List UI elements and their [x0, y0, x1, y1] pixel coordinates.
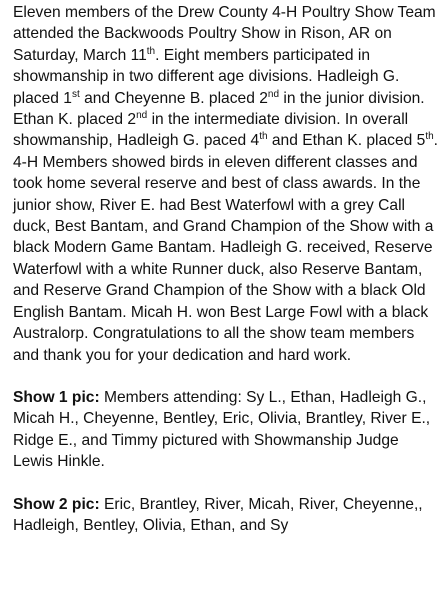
paragraph-spacer	[13, 473, 439, 494]
intro-text-e: in the intermediate division. In overall showmanship, Hadleigh G. paced 4	[13, 111, 409, 150]
show1-caption	[13, 387, 439, 473]
show1-text: Members attending: Sy L., Ethan, Hadleigh G., Micah H., Cheyenne, Bentley, Eric, Olivia, Brantley, River E., Ridge E., and Timmy pictured with Showmanship Judge Lewis Hinkle.	[13, 388, 431, 471]
intro-text-a: Eleven members of the Drew County 4-H Poultry Show Team attended the Backwoods Poultry Show in Rison, AR on Saturday, March 11	[13, 4, 436, 64]
superscript: th	[425, 131, 434, 143]
superscript: th	[259, 131, 268, 143]
show2-caption	[13, 494, 439, 537]
superscript: nd	[267, 88, 280, 100]
show1-label: Show 1 pic:	[13, 388, 100, 406]
intro-text-f: and Ethan K. placed 5	[267, 132, 426, 150]
superscript: nd	[136, 109, 148, 121]
intro-text-d: in the junior division. Ethan K. placed 2	[13, 89, 425, 129]
show2-text: Eric, Brantley, River, Micah, River, Cheyenne,, Hadleigh, Bentley, Olivia, Ethan, and Sy	[13, 495, 423, 534]
intro-text-c: and Cheyenne B. placed 2	[79, 89, 268, 107]
superscript: th	[146, 45, 156, 57]
intro-text-b: . Eight members participated in showmanship in two different age divisions. Hadleigh G. placed 1	[13, 46, 400, 107]
superscript: st	[71, 88, 80, 100]
article-body	[13, 2, 439, 536]
results-paragraph: 4-H Members showed birds in eleven different classes and took home several reserve and best of class awards. In the junior show, River E. had Best Waterfowl with a grey Call duck, Best Bantam, and Grand Champion of the Show with a black Modern Game Bantam. Hadleigh G. received, Reserve Waterfowl with a white Runner duck, also Reserve Bantam, and Reserve Grand Champion of the Show with a black Old English Bantam. Micah H. won Best Large Fowl with a black Australorp. Congratulations to all the show team members and thank you for your dedication and hard work.	[13, 153, 434, 364]
intro-text-g: .	[433, 132, 439, 150]
show2-label: Show 2 pic:	[13, 495, 100, 513]
intro-paragraph	[13, 2, 439, 152]
paragraph-spacer	[13, 366, 439, 387]
